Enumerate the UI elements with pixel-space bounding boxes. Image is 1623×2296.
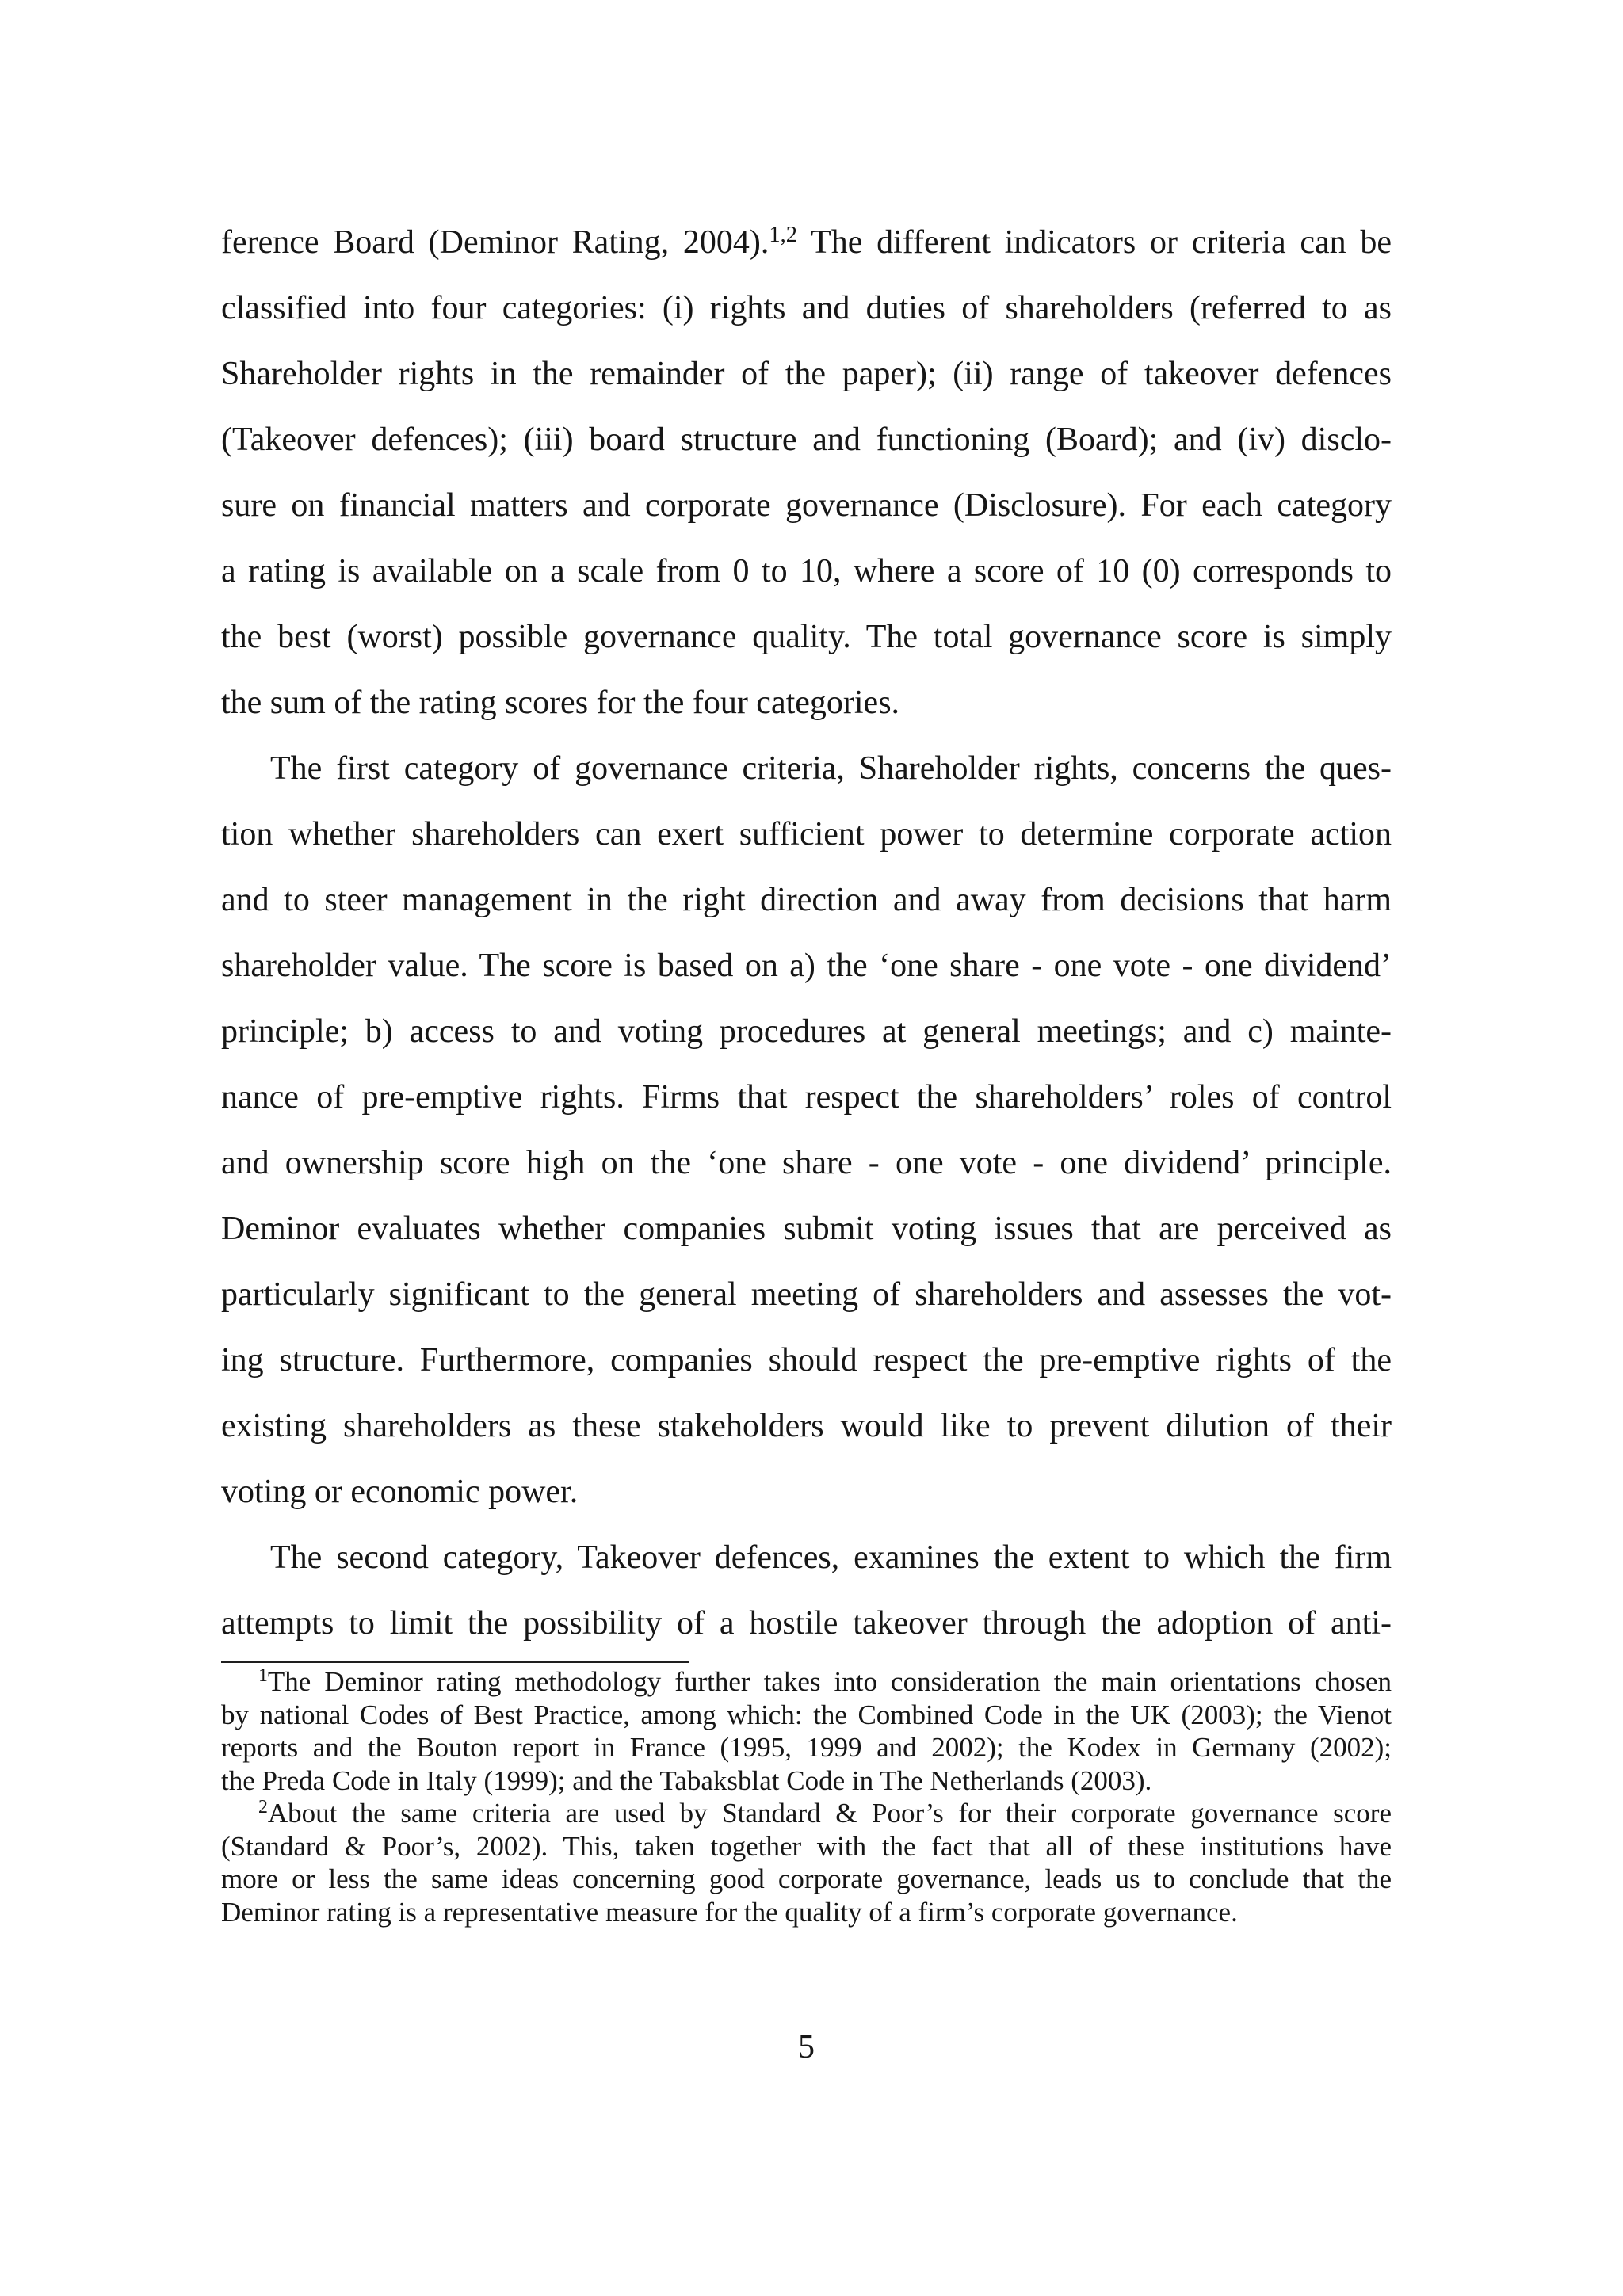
footnote-rule <box>221 1661 689 1663</box>
footnote <box>221 1665 1392 1797</box>
footnote-line: Deminor rating is a representative measure for the quality of a firm’s corporate governance. <box>221 1896 1238 1928</box>
footnote-marker: 2 <box>258 1797 268 1818</box>
footnote-line: more or less the same ideas concerning good corporate governance, leads us to conclude that the <box>221 1863 1392 1894</box>
footnote-text: About the same criteria are used by Standard & Poor’s for their corporate governance score <box>267 1798 1392 1829</box>
paragraph-line: and ownership score high on the ‘one share - one vote - one dividend’ principle. <box>221 1145 1392 1181</box>
paragraph-line: ing structure. Furthermore, companies should respect the pre-emptive rights of the <box>221 1342 1392 1379</box>
line-text: The different indicators or criteria can be <box>797 224 1392 261</box>
paragraph-line: particularly significant to the general meeting of shareholders and assesses the vot- <box>221 1276 1392 1313</box>
paragraph-line: a rating is available on a scale from 0 to 10, where a score of 10 (0) corresponds to <box>221 553 1392 589</box>
paragraph-line: (Takeover defences); (iii) board structure and functioning (Board); and (iv) disclo- <box>221 421 1392 458</box>
paragraph-line: Deminor evaluates whether companies submit voting issues that are perceived as <box>221 1211 1392 1247</box>
footnote-line: (Standard & Poor’s, 2002). This, taken together with the fact that all of these institutions have <box>221 1830 1392 1862</box>
paragraph-line <box>221 210 1392 276</box>
paragraph-line: the sum of the rating scores for the four categories. <box>221 685 900 721</box>
footnote-line: by national Codes of Best Practice, among which: the Combined Code in the UK (2003); the Vienot <box>221 1699 1392 1730</box>
footnote-line: the Preda Code in Italy (1999); and the Tabaksblat Code in The Netherlands (2003). <box>221 1764 1152 1796</box>
paragraph <box>221 736 1392 1525</box>
paragraph-line: The first category of governance criteria, Shareholder rights, concerns the ques- <box>270 750 1392 787</box>
body-text <box>221 210 1392 1657</box>
line-text: ference Board (Deminor Rating, 2004). <box>221 224 769 261</box>
paragraph-line: Shareholder rights in the remainder of the paper); (ii) range of takeover defences <box>221 356 1392 392</box>
paragraph-line: shareholder value. The score is based on a) the ‘one share - one vote - one dividend’ <box>221 948 1392 984</box>
paragraph-line: classified into four categories: (i) rights and duties of shareholders (referred to as <box>221 290 1392 326</box>
page-number: 5 <box>798 2029 815 2065</box>
footnote-reference: 1,2 <box>769 222 798 247</box>
paragraph <box>221 1525 1392 1657</box>
paragraph <box>221 210 1392 736</box>
paragraph-line: voting or economic power. <box>221 1474 579 1510</box>
footnote-line: reports and the Bouton report in France (1995, 1999 and 2002); the Kodex in Germany (2002); <box>221 1732 1392 1763</box>
paragraph-line: the best (worst) possible governance quality. The total governance score is simply <box>221 619 1392 655</box>
paragraph-line: The second category, Takeover defences, examines the extent to which the firm <box>270 1539 1392 1576</box>
paragraph-line: tion whether shareholders can exert sufficient power to determine corporate action <box>221 816 1392 852</box>
paragraph-line: principle; b) access to and voting procedures at general meetings; and c) mainte- <box>221 1013 1392 1050</box>
footnote-marker: 1 <box>258 1665 268 1687</box>
footnote-text: The Deminor rating methodology further takes into consideration the main orientations chosen <box>267 1666 1392 1697</box>
paragraph-line: existing shareholders as these stakeholders would like to prevent dilution of their <box>221 1408 1392 1444</box>
footnote-line <box>221 1797 1392 1830</box>
footnote-line <box>221 1665 1392 1699</box>
paragraph-line: attempts to limit the possibility of a hostile takeover through the adoption of anti- <box>221 1605 1392 1642</box>
footnote <box>221 1797 1392 1928</box>
paragraph-line: sure on financial matters and corporate governance (Disclosure). For each category <box>221 487 1392 524</box>
paragraph-line: nance of pre-emptive rights. Firms that respect the shareholders’ roles of control <box>221 1079 1392 1116</box>
footnotes <box>221 1665 1392 1928</box>
paragraph-line: and to steer management in the right direction and away from decisions that harm <box>221 882 1392 918</box>
